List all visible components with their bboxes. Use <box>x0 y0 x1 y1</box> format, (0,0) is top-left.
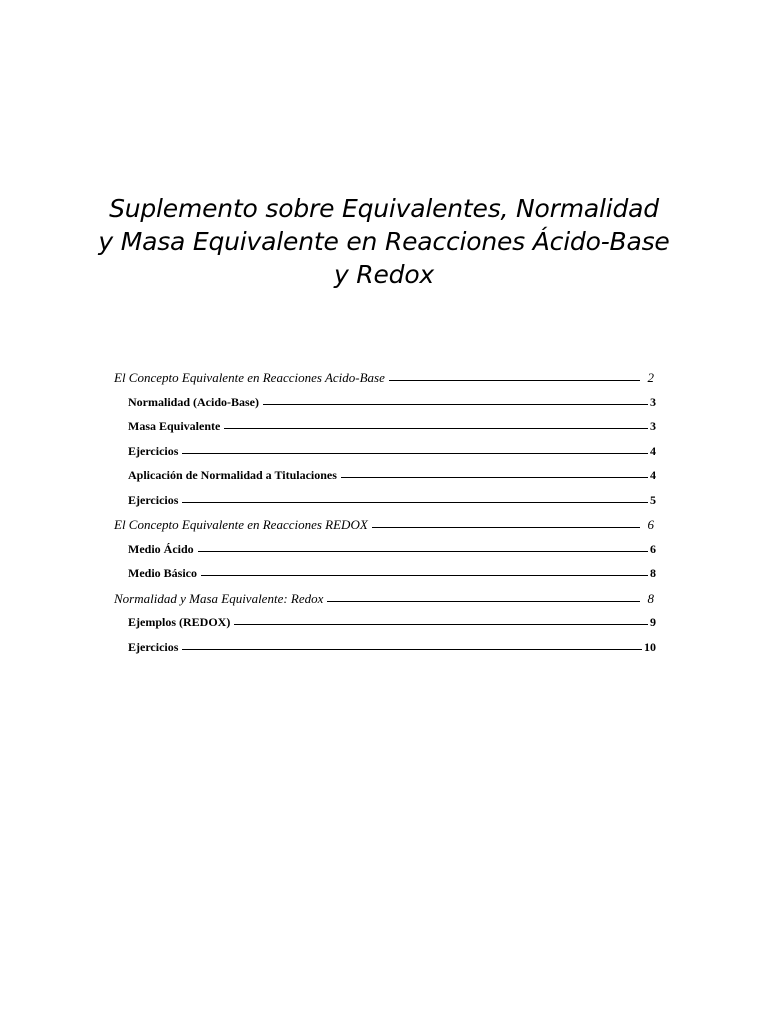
toc-leader-line <box>182 649 642 650</box>
toc-page-number: 4 <box>650 443 656 458</box>
title-line: y Redox <box>333 260 435 289</box>
toc-page-number: 3 <box>650 419 656 433</box>
toc-entry-text: Ejercicios <box>128 492 179 507</box>
toc-leader-line <box>182 502 648 503</box>
toc-subsection-entry[interactable] <box>111 615 656 640</box>
table-of-contents <box>111 370 656 664</box>
toc-page-number: 10 <box>644 639 656 654</box>
toc-entry-text: Ejercicios <box>128 443 179 458</box>
title-line: Suplemento sobre Equivalentes, Normalidad <box>109 194 659 223</box>
toc-entry-text: El Concepto Equivalente en Reacciones Acido-Base <box>114 370 385 385</box>
toc-subsection-entry[interactable] <box>111 640 656 665</box>
toc-entry-text: Masa Equivalente <box>128 419 221 433</box>
toc-leader-line <box>234 624 648 625</box>
toc-page-number: 6 <box>647 517 654 532</box>
toc-page-number: 9 <box>650 615 656 629</box>
toc-entry-text: El Concepto Equivalente en Reacciones REDOX <box>114 517 368 532</box>
toc-entry-text: Aplicación de Normalidad a Titulaciones <box>128 468 337 482</box>
toc-page-number: 8 <box>650 566 656 580</box>
toc-leader-line <box>201 575 648 576</box>
toc-subsection-entry[interactable] <box>111 468 656 493</box>
title-line: y Masa Equivalente en Reacciones Ácido-Base <box>98 227 670 256</box>
toc-page-number: 4 <box>650 468 656 482</box>
toc-entry-text: Normalidad (Acido-Base) <box>128 394 259 409</box>
toc-leader-line <box>327 601 639 602</box>
toc-entry-text: Normalidad y Masa Equivalente: Redox <box>114 590 324 606</box>
toc-entry-text: Medio Básico <box>128 566 197 580</box>
toc-subsection-entry[interactable] <box>111 419 656 444</box>
toc-page-number: 6 <box>650 541 656 556</box>
toc-subsection-entry[interactable] <box>111 493 656 518</box>
toc-entry-text: Ejercicios <box>128 639 179 654</box>
toc-section-entry[interactable] <box>111 517 656 542</box>
toc-section-entry[interactable] <box>111 591 656 616</box>
toc-page-number: 2 <box>647 370 654 385</box>
toc-leader-line <box>389 380 640 381</box>
toc-entry-text: Ejemplos (REDOX) <box>128 615 231 629</box>
toc-leader-line <box>341 477 648 478</box>
document-title <box>80 192 688 291</box>
toc-leader-line <box>224 428 648 429</box>
toc-section-entry[interactable] <box>111 370 656 395</box>
toc-subsection-entry[interactable] <box>111 566 656 591</box>
toc-leader-line <box>198 551 648 552</box>
toc-page-number: 3 <box>650 394 656 409</box>
toc-page-number: 8 <box>647 590 654 606</box>
toc-subsection-entry[interactable] <box>111 444 656 469</box>
toc-page-number: 5 <box>650 492 656 507</box>
toc-leader-line <box>372 527 640 528</box>
toc-leader-line <box>263 404 648 405</box>
toc-subsection-entry[interactable] <box>111 395 656 420</box>
toc-subsection-entry[interactable] <box>111 542 656 567</box>
toc-entry-text: Medio Ácido <box>128 541 194 556</box>
toc-leader-line <box>182 453 648 454</box>
